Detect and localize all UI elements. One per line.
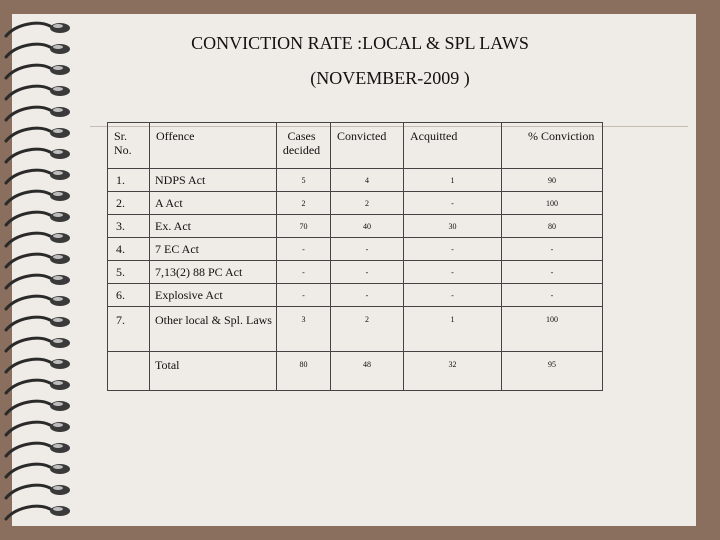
conviction-table: [107, 122, 603, 391]
table-row: [108, 261, 603, 284]
table-row: [108, 284, 603, 307]
cell-percent: -: [502, 238, 603, 261]
cell-cases: -: [277, 261, 331, 284]
cell-convicted: -: [331, 284, 404, 307]
cell-convicted: -: [331, 238, 404, 261]
cell-total-label: Total: [150, 352, 277, 391]
cell-acquitted: -: [404, 238, 502, 261]
cell-offence: 7,13(2) 88 PC Act: [150, 261, 277, 284]
cell-percent: 80: [502, 215, 603, 238]
page-title: CONVICTION RATE :LOCAL & SPL LAWS: [191, 33, 529, 53]
header-acquitted: Acquitted: [404, 123, 502, 169]
cell-sr: 6.: [108, 284, 150, 307]
cell-convicted: 4: [331, 169, 404, 192]
cell-sr-empty: [108, 352, 150, 391]
cell-offence: A Act: [150, 192, 277, 215]
cell-cases: 2: [277, 192, 331, 215]
cell-convicted: 40: [331, 215, 404, 238]
table-row: [108, 238, 603, 261]
cell-offence: Other local & Spl. Laws: [150, 307, 277, 352]
cell-convicted: 2: [331, 192, 404, 215]
header-offence: Offence: [150, 123, 277, 169]
cell-cases: 70: [277, 215, 331, 238]
cell-percent: 100: [502, 307, 603, 352]
cell-percent: 90: [502, 169, 603, 192]
cell-sr: 3.: [108, 215, 150, 238]
header-percent-conviction: % Conviction: [502, 123, 603, 169]
page-subtitle: (NOVEMBER-2009 ): [310, 68, 470, 88]
cell-acquitted: 30: [404, 215, 502, 238]
cell-cases: 5: [277, 169, 331, 192]
cell-acquitted: 1: [404, 169, 502, 192]
cell-cases: -: [277, 284, 331, 307]
cell-offence: 7 EC Act: [150, 238, 277, 261]
header-convicted: Convicted: [331, 123, 404, 169]
cell-acquitted: -: [404, 261, 502, 284]
table-row: [108, 307, 603, 352]
cell-offence: Ex. Act: [150, 215, 277, 238]
cell-total-percent: 95: [502, 352, 603, 391]
table-header-row: [108, 123, 603, 169]
cell-convicted: -: [331, 261, 404, 284]
cell-cases: -: [277, 238, 331, 261]
cell-total-cases: 80: [277, 352, 331, 391]
cell-offence: NDPS Act: [150, 169, 277, 192]
cell-sr: 4.: [108, 238, 150, 261]
cell-offence: Explosive Act: [150, 284, 277, 307]
cell-sr: 2.: [108, 192, 150, 215]
table-total-row: [108, 352, 603, 391]
cell-acquitted: 1: [404, 307, 502, 352]
cell-total-acquitted: 32: [404, 352, 502, 391]
cell-total-convicted: 48: [331, 352, 404, 391]
cell-sr: 7.: [108, 307, 150, 352]
cell-percent: -: [502, 261, 603, 284]
cell-percent: -: [502, 284, 603, 307]
cell-sr: 1.: [108, 169, 150, 192]
cell-convicted: 2: [331, 307, 404, 352]
header-sr-no: Sr. No.: [108, 123, 150, 169]
cell-sr: 5.: [108, 261, 150, 284]
cell-cases: 3: [277, 307, 331, 352]
table-row: [108, 215, 603, 238]
cell-percent: 100: [502, 192, 603, 215]
cell-acquitted: -: [404, 284, 502, 307]
header-cases-decided: Cases decided: [277, 123, 331, 169]
table-row: [108, 169, 603, 192]
table-row: [108, 192, 603, 215]
cell-acquitted: -: [404, 192, 502, 215]
